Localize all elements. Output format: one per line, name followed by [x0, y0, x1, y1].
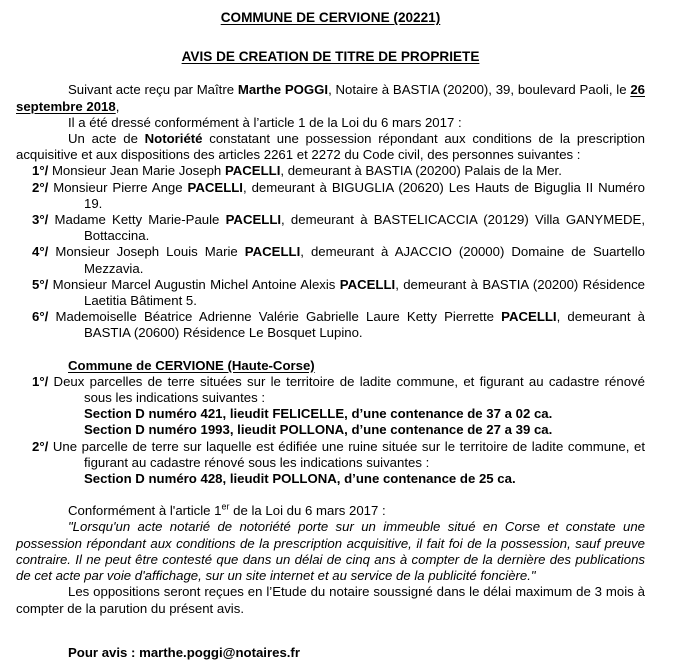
- notoriety-text-a: Un acte de: [68, 131, 145, 147]
- list-item-text-after: , demeurant à BIGUGLIA (20620) Les Hauts de Biguglia II Numéro 19.: [84, 179, 645, 211]
- person-surname: PACELLI: [501, 309, 557, 325]
- parcel-detail: Section D numéro 1993, lieudit POLLONA, d’une contenance de 27 a 39 ca.: [84, 422, 553, 438]
- parcel-item-text: Une parcelle de terre sur laquelle est édifiée une ruine située sur le territoire de ladite commune, et figurant au cadastre rénové sous les indications suivantes :: [48, 438, 645, 470]
- notary-name: Marthe POGGI: [237, 82, 329, 98]
- list-item-text-before: Monsieur Pierre Ange: [48, 179, 188, 195]
- list-item-text-after: , demeurant à BASTIA (20200) Résidence Laetitia Bâtiment 5.: [84, 276, 645, 309]
- list-item-text-after: , demeurant à BASTIA (20600) Résidence Le Bosquet Lupino.: [84, 309, 645, 341]
- intro-text-a: Suivant acte reçu par Maître: [68, 82, 238, 98]
- notoriety-keyword: Notoriété: [144, 131, 203, 147]
- list-item-marker: 4°/: [32, 244, 49, 260]
- list-item-text-before: Madame Ketty Marie-Paule: [48, 212, 226, 228]
- person-surname: PACELLI: [339, 276, 396, 292]
- page-title-text: COMMUNE DE CERVIONE (20221): [220, 10, 441, 25]
- list-item-marker: 2°/: [32, 179, 49, 195]
- parcel-item: [16, 374, 645, 406]
- commune-section-heading-text: Commune de CERVIONE (Haute-Corse): [68, 357, 315, 373]
- notoriety-paragraph: [16, 131, 645, 163]
- oppositions-paragraph: Les oppositions seront reçues en l’Etude du notaire soussigné dans le délai maximum de 3 mois à compter de la parution du présent avis.: [16, 584, 645, 616]
- law-reference-prefix: Conformément à l'article 1: [68, 503, 222, 519]
- parcel-item-marker: 2°/: [32, 438, 49, 454]
- person-surname: PACELLI: [244, 244, 301, 260]
- parcel-detail: Section D numéro 428, lieudit POLLONA, d’une contenance de 25 ca.: [84, 471, 516, 487]
- person-surname: PACELLI: [187, 179, 243, 195]
- list-item: [16, 163, 645, 179]
- page-subtitle: [16, 49, 645, 65]
- page-title: [16, 10, 645, 26]
- parcel-item-text: Deux parcelles de terre situées sur le territoire de ladite commune, et figurant au cadastre rénové sous les indications suivantes :: [48, 373, 645, 406]
- parcel-item: [16, 439, 645, 471]
- parcel-item-marker: 1°/: [32, 373, 49, 389]
- list-item: [16, 212, 645, 244]
- list-item: [16, 277, 645, 309]
- list-item: [16, 180, 645, 212]
- law-quote: "Lorsqu'un acte notarié de notoriété porte sur un immeuble situé en Corse et constate une possession répondant aux conditions de la prescription acquisitive, il fait foi de la possession, sauf preuve contraire. Il ne peut être contesté que dans un délai de cinq ans à compter de la dernière des publications de cet acte par voie d'affichage, sur un site internet et au service de la publicité foncière.": [16, 519, 645, 584]
- contact-line: Pour avis : marthe.poggi@notaires.fr: [68, 644, 300, 660]
- list-item-text-after: , demeurant à BASTELICACCIA (20129) Villa GANYMEDE, Bottaccina.: [84, 212, 645, 244]
- law-reference-superscript: er: [221, 501, 230, 512]
- list-item-text-before: Mademoiselle Béatrice Adrienne Valérie Gabrielle Laure Ketty Pierrette: [48, 309, 502, 325]
- act-date: 26 septembre 2018: [16, 82, 645, 114]
- list-item-text-before: Monsieur Jean Marie Joseph: [48, 163, 225, 179]
- law-reference-suffix: de la Loi du 6 mars 2017 :: [229, 503, 386, 519]
- list-item-marker: 3°/: [32, 212, 49, 228]
- person-surname: PACELLI: [224, 163, 281, 179]
- commune-section-heading: [16, 358, 645, 374]
- list-item-text-before: Monsieur Joseph Louis Marie: [48, 244, 245, 260]
- list-item-text-before: Monsieur Marcel Augustin Michel Antoine Alexis: [48, 276, 340, 292]
- parcel-detail: Section D numéro 421, lieudit FELICELLE, d’une contenance de 37 a 02 ca.: [84, 406, 553, 422]
- list-item: [16, 244, 645, 276]
- intro-text-b: , Notaire à BASTIA (20200), 39, boulevard Paoli, le: [328, 82, 631, 98]
- list-item-marker: 5°/: [32, 276, 49, 292]
- list-item-text-after: , demeurant à BASTIA (20200) Palais de la Mer.: [280, 163, 562, 179]
- list-item-text-after: , demeurant à AJACCIO (20000) Domaine de Suartello Mezzavia.: [84, 244, 645, 276]
- list-item-marker: 6°/: [32, 309, 49, 325]
- page-subtitle-text: AVIS DE CREATION DE TITRE DE PROPRIETE: [181, 49, 480, 65]
- intro-text-c: ,: [115, 98, 120, 114]
- notoriety-text-b: constatant une possession répondant aux conditions de la prescription acquisitive et aux dispositions des articles 2261 et 2272 du Code civil, des personnes suivantes :: [16, 131, 645, 163]
- list-item-marker: 1°/: [32, 163, 49, 179]
- list-item: [16, 309, 645, 341]
- law-reference-line: [16, 503, 645, 519]
- person-surname: PACELLI: [225, 212, 282, 228]
- law-article-line: Il a été dressé conformément à l’article 1 de la Loi du 6 mars 2017 :: [68, 114, 462, 130]
- intro-paragraph: [16, 82, 645, 114]
